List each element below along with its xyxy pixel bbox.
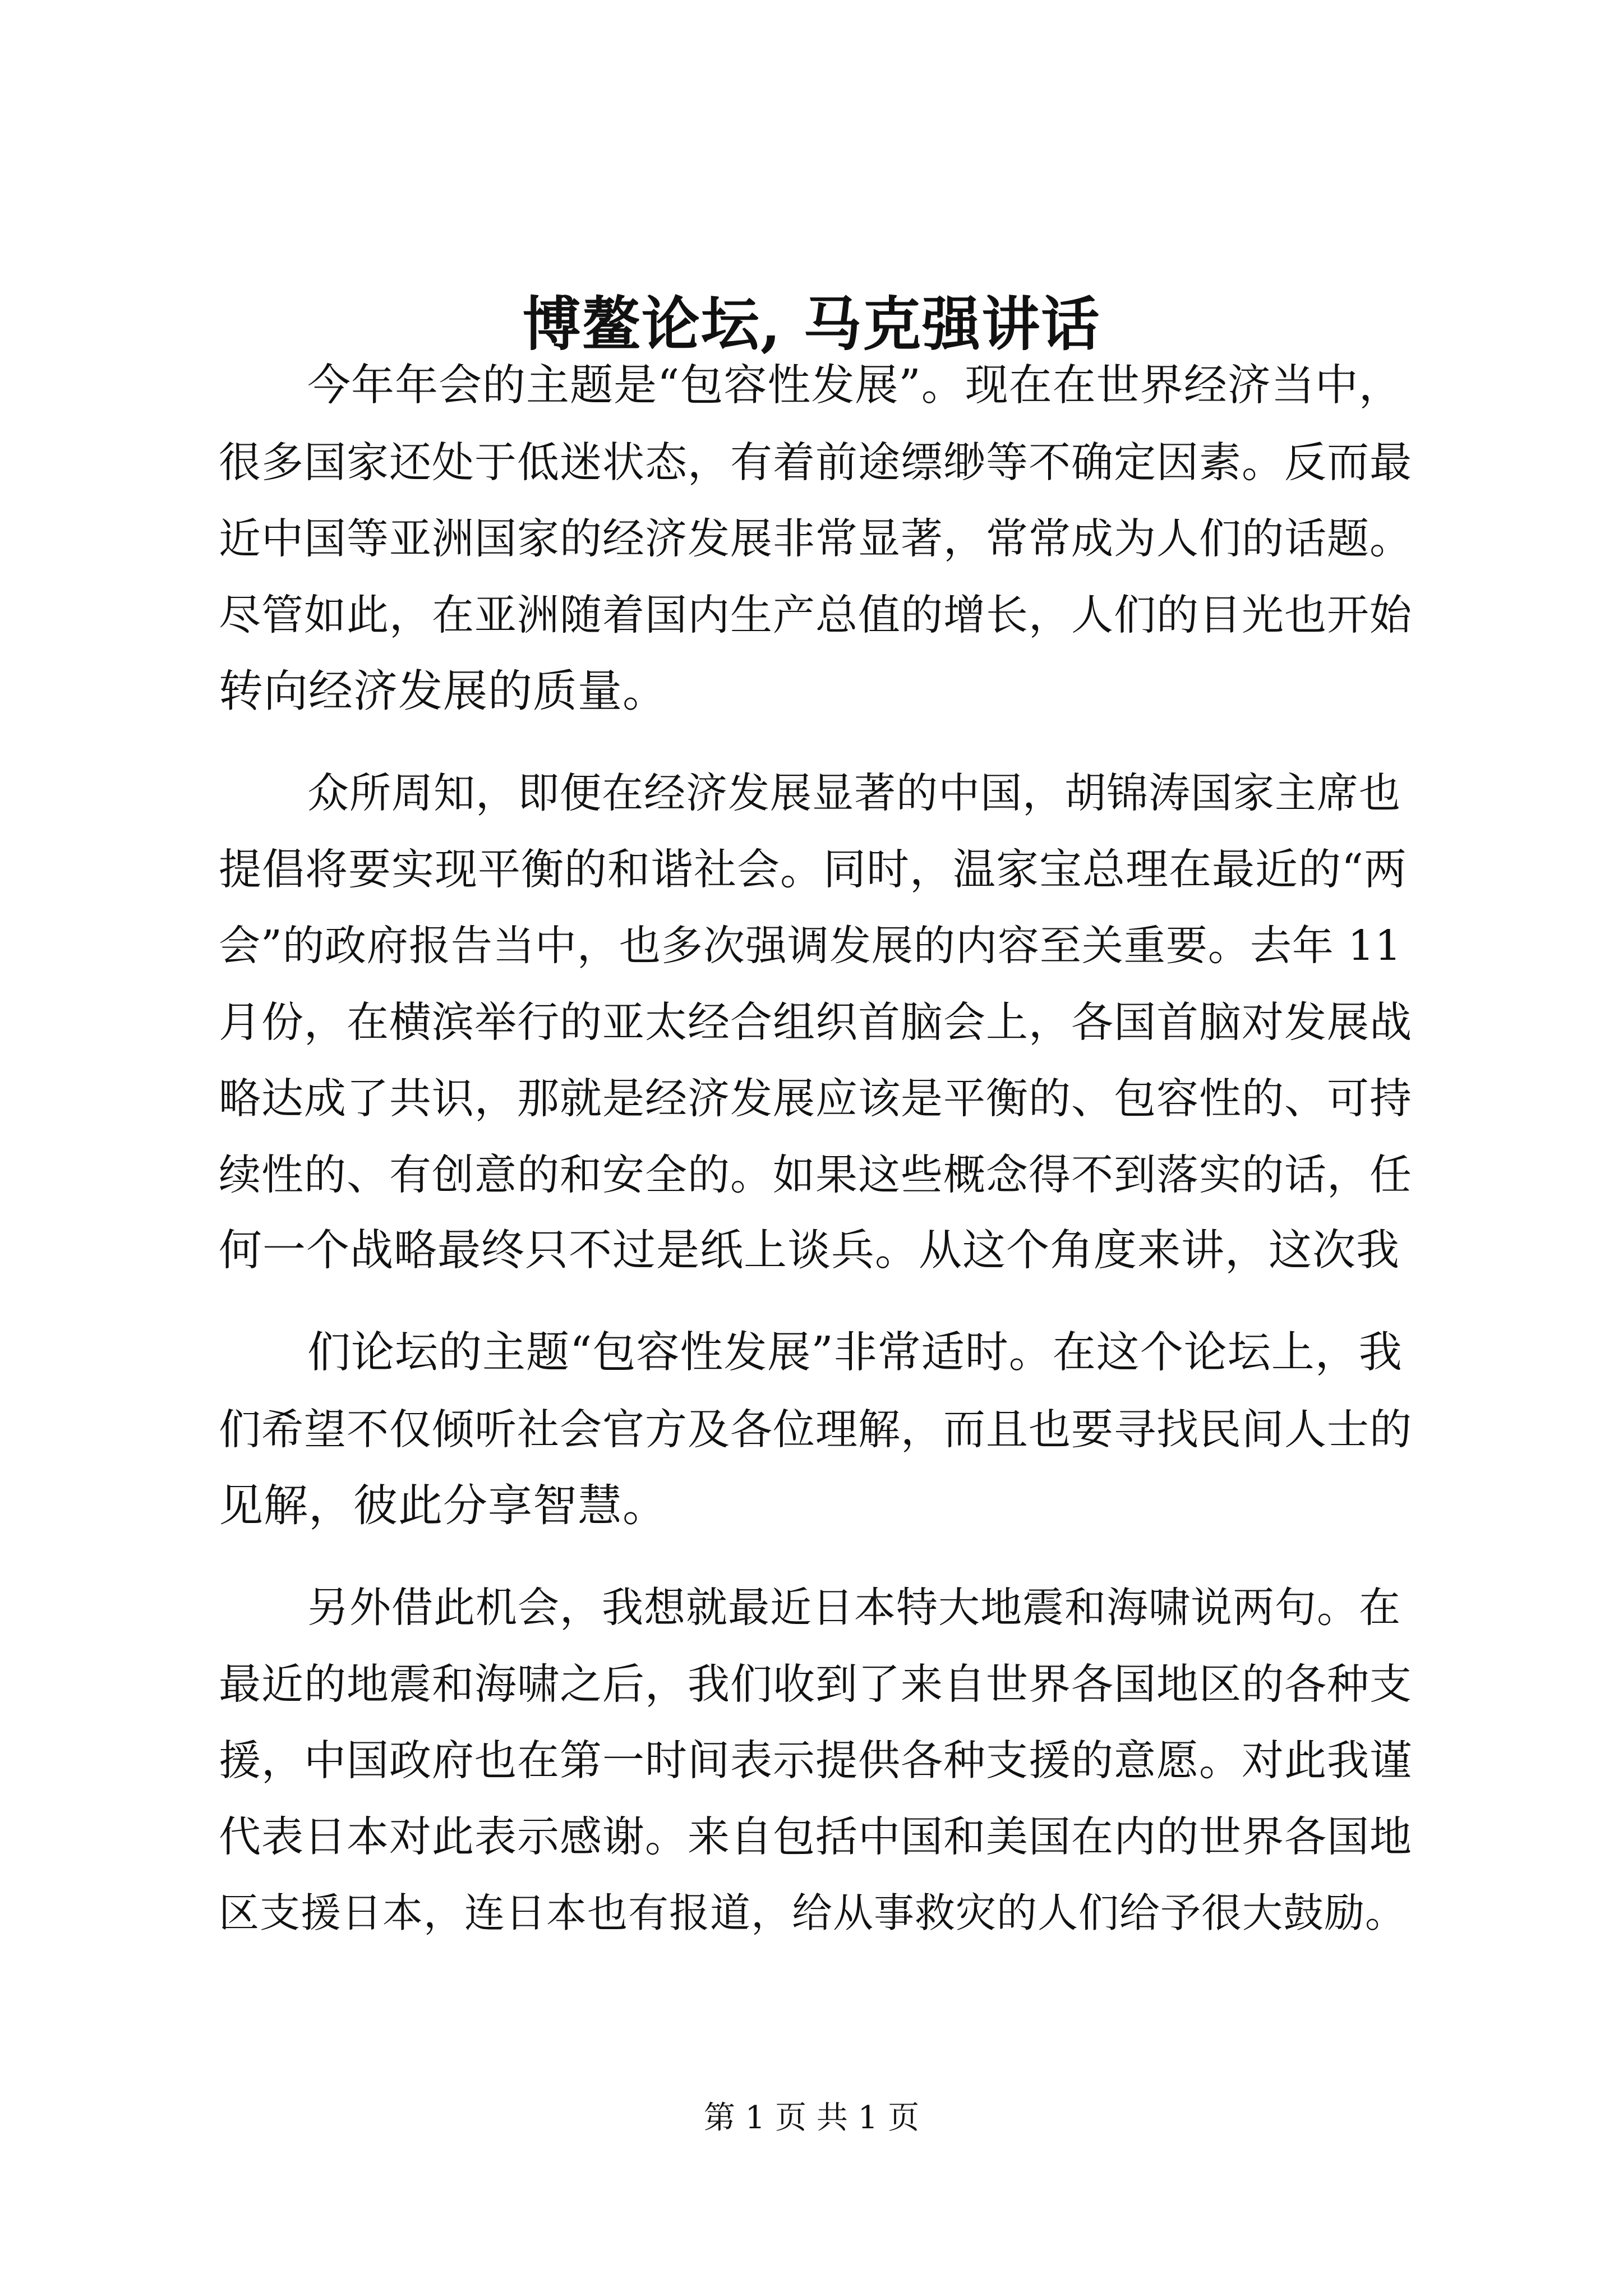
text-line-14: 们希望不仅倾听社会官方及各位理解，而且也要寻找民间人士的 [219, 1405, 1413, 1454]
text-line-18: 援，中国政府也在第一时间表示提供各种支援的意愿。对此我谨 [219, 1736, 1413, 1785]
text-line-11: 续性的、有创意的和安全的。如果这些概念得不到落实的话，任 [219, 1150, 1413, 1199]
text-line-12: 何一个战略最终只不过是纸上谈兵。从这个角度来讲，这次我 [219, 1226, 1400, 1276]
text-line-10: 略达成了共识，那就是经济发展应该是平衡的、包容性的、可持 [219, 1074, 1413, 1123]
text-line-17: 最近的地震和海啸之后，我们收到了来自世界各国地区的各种支 [219, 1659, 1413, 1709]
text-line-16: 另外借此机会，我想就最近日本特大地震和海啸说两句。在 [307, 1584, 1401, 1632]
text-line-19: 代表日本对此表示感谢。来自包括中国和美国在内的世界各国地 [219, 1812, 1413, 1861]
text-line-2: 很多国家还处于低迷状态，有着前途缥缈等不确定因素。反而最 [219, 438, 1413, 487]
text-line-8: 会”的政府报告当中，也多次强调发展的内容至关重要。去年 11 [219, 922, 1402, 970]
text-line-13: 们论坛的主题“包容性发展”非常适时。在这个论坛上，我 [307, 1328, 1403, 1378]
text-line-5: 转向经济发展的质量。 [219, 665, 667, 717]
text-line-15: 见解，彼此分享智慧。 [219, 1480, 667, 1531]
text-line-7: 提倡将要实现平衡的和谐社会。同时，温家宝总理在最近的“两 [219, 844, 1407, 894]
text-line-20: 区支援日本，连日本也有报道，给从事救灾的人们给予很大鼓励。 [219, 1889, 1407, 1936]
text-line-4: 尽管如此，在亚洲随着国内生产总值的增长，人们的目光也开始 [219, 590, 1413, 639]
text-line-3: 近中国等亚洲国家的经济发展非常显著，常常成为人们的话题。 [219, 514, 1413, 563]
text-line-9: 月份，在横滨举行的亚太经合组织首脑会上，各国首脑对发展战 [219, 997, 1413, 1047]
document-title: 博鳌论坛, 马克强讲话 [522, 289, 1101, 358]
page-number-footer: 第 1 页 共 1 页 [703, 2100, 920, 2136]
text-line-1: 今年年会的主题是“包容性发展”。现在在世界经济当中， [307, 361, 1403, 411]
text-line-6: 众所周知，即便在经济发展显著的中国，胡锦涛国家主席也 [307, 769, 1401, 817]
